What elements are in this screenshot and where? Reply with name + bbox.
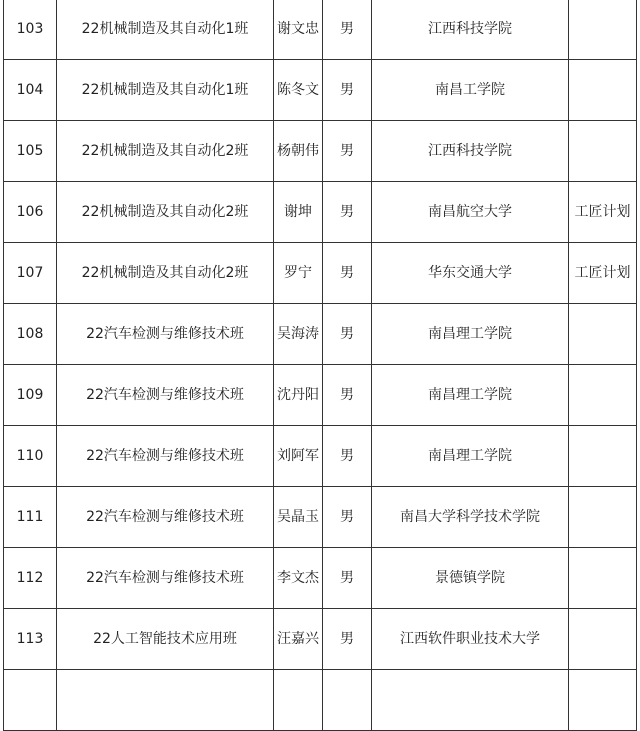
admitted-school-cell: 南昌航空大学 [372, 182, 569, 243]
note-cell: 工匠计划 [569, 182, 637, 243]
student-name-cell: 罗宁 [274, 243, 323, 304]
admitted-school-cell [372, 670, 569, 731]
class-cell: 22机械制造及其自动化1班 [57, 0, 274, 60]
table-row [4, 121, 637, 182]
note-cell [569, 426, 637, 487]
class-cell: 22机械制造及其自动化2班 [57, 182, 274, 243]
gender-cell: 男 [323, 365, 372, 426]
table-row [4, 670, 637, 731]
class-cell: 22汽车检测与维修技术班 [57, 304, 274, 365]
student-name-cell: 陈冬文 [274, 60, 323, 121]
note-cell [569, 670, 637, 731]
gender-cell: 男 [323, 243, 372, 304]
serial-number-cell: 106 [4, 182, 57, 243]
admitted-school-cell: 南昌理工学院 [372, 426, 569, 487]
note-cell [569, 487, 637, 548]
gender-cell: 男 [323, 548, 372, 609]
gender-cell: 男 [323, 0, 372, 60]
serial-number-cell: 104 [4, 60, 57, 121]
note-cell [569, 121, 637, 182]
table-row [4, 60, 637, 121]
table-row [4, 182, 637, 243]
class-cell: 22汽车检测与维修技术班 [57, 426, 274, 487]
gender-cell [323, 670, 372, 731]
table-row [4, 426, 637, 487]
note-cell [569, 60, 637, 121]
note-cell [569, 365, 637, 426]
admitted-school-cell: 景德镇学院 [372, 548, 569, 609]
student-name-cell [274, 670, 323, 731]
note-cell [569, 304, 637, 365]
class-cell: 22汽车检测与维修技术班 [57, 548, 274, 609]
student-name-cell: 吴晶玉 [274, 487, 323, 548]
gender-cell: 男 [323, 60, 372, 121]
table-row [4, 243, 637, 304]
admitted-school-cell: 南昌工学院 [372, 60, 569, 121]
admitted-school-cell: 南昌大学科学技术学院 [372, 487, 569, 548]
admitted-school-cell: 南昌理工学院 [372, 365, 569, 426]
gender-cell: 男 [323, 182, 372, 243]
admitted-school-cell: 江西科技学院 [372, 121, 569, 182]
admitted-school-cell: 南昌理工学院 [372, 304, 569, 365]
gender-cell: 男 [323, 609, 372, 670]
serial-number-cell [4, 670, 57, 731]
student-name-cell: 谢坤 [274, 182, 323, 243]
note-cell [569, 548, 637, 609]
serial-number-cell: 113 [4, 609, 57, 670]
class-cell: 22机械制造及其自动化2班 [57, 243, 274, 304]
table-row [4, 304, 637, 365]
class-cell: 22人工智能技术应用班 [57, 609, 274, 670]
note-cell: 工匠计划 [569, 243, 637, 304]
student-name-cell: 沈丹阳 [274, 365, 323, 426]
class-cell: 22机械制造及其自动化1班 [57, 60, 274, 121]
student-name-cell: 汪嘉兴 [274, 609, 323, 670]
serial-number-cell: 103 [4, 0, 57, 60]
serial-number-cell: 108 [4, 304, 57, 365]
admitted-school-cell: 华东交通大学 [372, 243, 569, 304]
serial-number-cell: 107 [4, 243, 57, 304]
gender-cell: 男 [323, 304, 372, 365]
gender-cell: 男 [323, 487, 372, 548]
class-cell: 22机械制造及其自动化2班 [57, 121, 274, 182]
class-cell: 22汽车检测与维修技术班 [57, 365, 274, 426]
admitted-school-cell: 江西科技学院 [372, 0, 569, 60]
serial-number-cell: 111 [4, 487, 57, 548]
admission-table-body [4, 0, 637, 731]
note-cell [569, 609, 637, 670]
student-name-cell: 杨朝伟 [274, 121, 323, 182]
student-name-cell: 谢文忠 [274, 0, 323, 60]
table-row [4, 609, 637, 670]
serial-number-cell: 110 [4, 426, 57, 487]
table-row [4, 548, 637, 609]
admission-table [3, 0, 637, 731]
admitted-school-cell: 江西软件职业技术大学 [372, 609, 569, 670]
gender-cell: 男 [323, 121, 372, 182]
table-row [4, 0, 637, 60]
student-name-cell: 李文杰 [274, 548, 323, 609]
serial-number-cell: 109 [4, 365, 57, 426]
gender-cell: 男 [323, 426, 372, 487]
class-cell [57, 670, 274, 731]
serial-number-cell: 112 [4, 548, 57, 609]
class-cell: 22汽车检测与维修技术班 [57, 487, 274, 548]
student-name-cell: 吴海涛 [274, 304, 323, 365]
table-row [4, 487, 637, 548]
serial-number-cell: 105 [4, 121, 57, 182]
note-cell [569, 0, 637, 60]
table-row [4, 365, 637, 426]
student-name-cell: 刘阿军 [274, 426, 323, 487]
